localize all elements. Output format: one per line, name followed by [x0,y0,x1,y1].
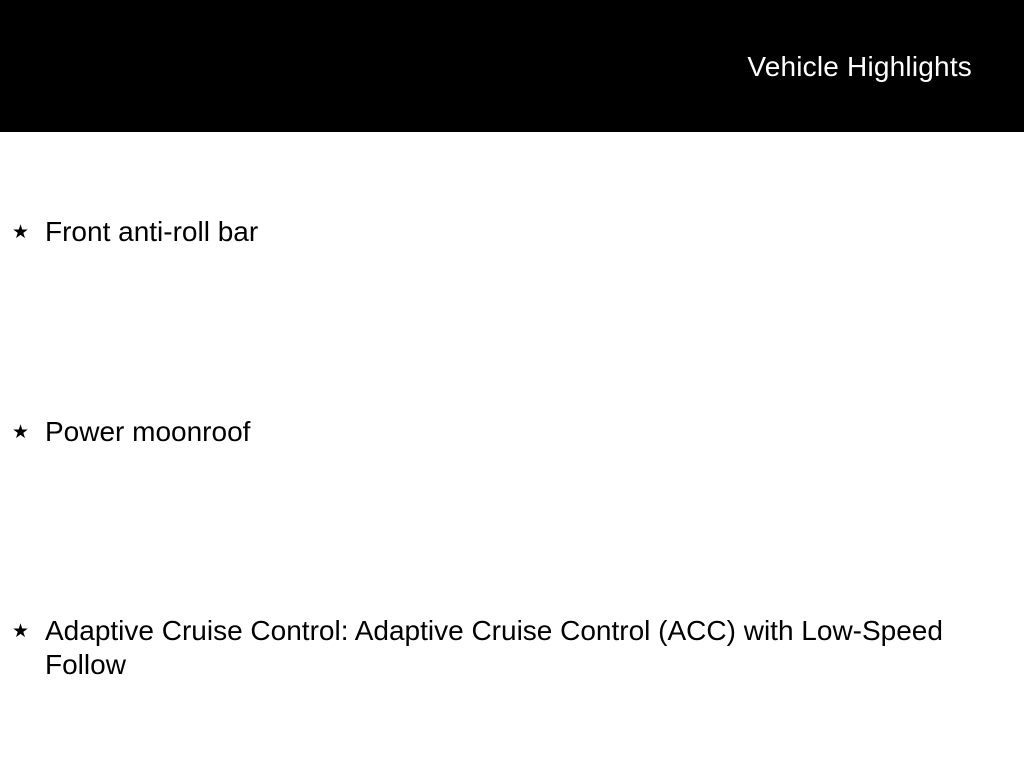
bullet-text: Front anti-roll bar [45,216,259,247]
bullet-text: Power moonroof [45,416,251,447]
star-icon: ★ [12,421,30,443]
star-icon: ★ [12,620,30,642]
bullet-item-adaptive-cruise-control [12,614,952,682]
bullet-item-power-moonroof [12,415,952,449]
bullet-text: Adaptive Cruise Control: Adaptive Cruise Control (ACC) with Low-Speed Follow [45,615,943,680]
star-icon: ★ [12,221,30,243]
slide-title: Vehicle Highlights [747,51,972,82]
bullet-item-front-anti-roll-bar [12,215,952,249]
